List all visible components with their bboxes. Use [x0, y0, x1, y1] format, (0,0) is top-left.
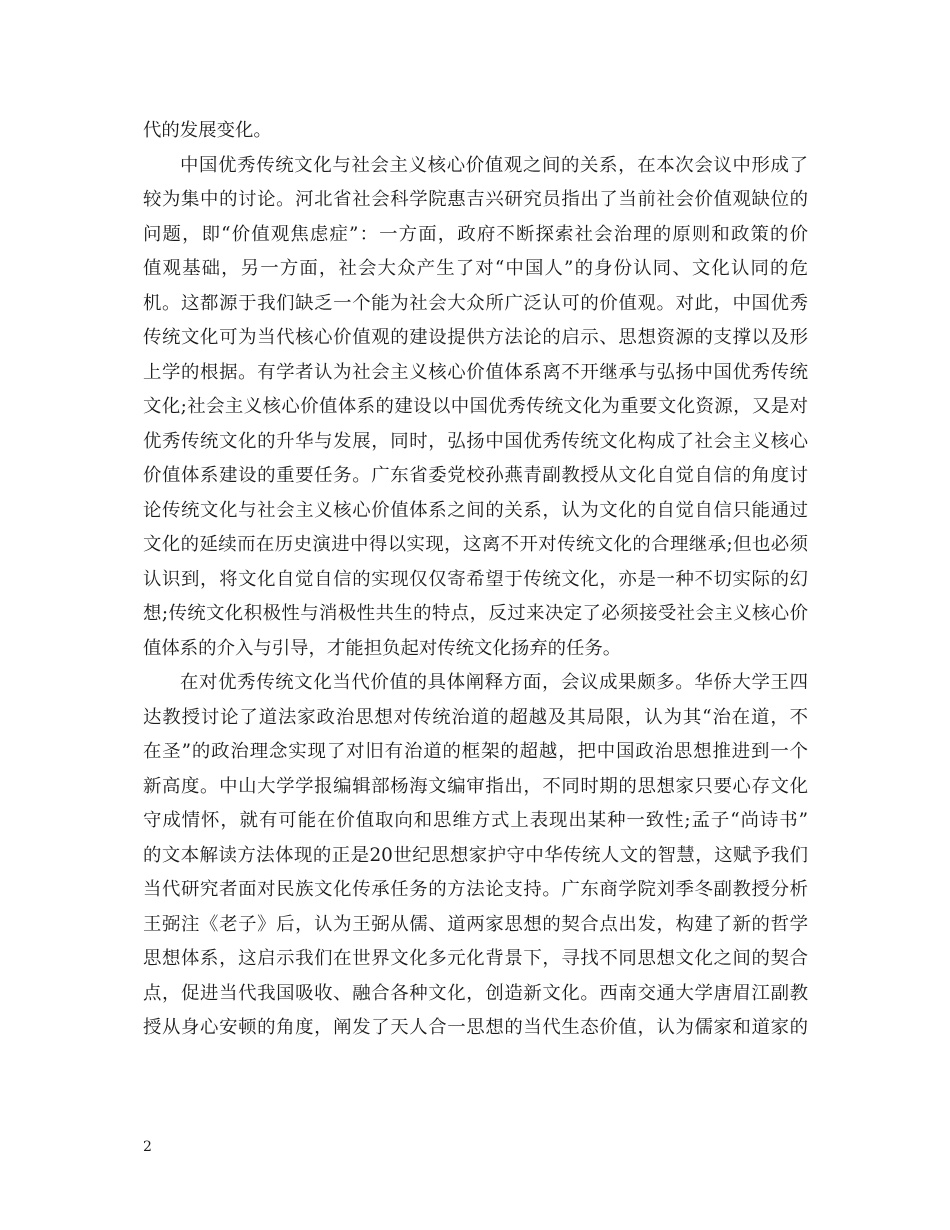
text-line: 在圣”的政治理念实现了对旧有治道的框架的超越，把中国政治思想推进到一个 [143, 741, 808, 762]
page-number: 2 [143, 1139, 152, 1155]
text-line: 达教授讨论了道法家政治思想对传统治道的超越及其局限，认为其“治在道，不 [143, 706, 808, 728]
text-line: 问题，即“价值观焦虑症”：一方面，政府不断探索社会治理的原则和政策的价 [143, 223, 808, 245]
text-line: 论传统文化与社会主义核心价值体系之间的关系，认为文化的自觉自信只能通过 [143, 499, 808, 521]
text-line: 较为集中的讨论。河北省社会科学院惠吉兴研究员指出了当前社会价值观缺位的 [143, 189, 808, 210]
text-line: 文化的延续而在历史演进中得以实现，这离不开对传统文化的合理继承;但也必须 [143, 534, 808, 555]
text-line: 优秀传统文化的升华与发展，同时，弘扬中国优秀传统文化构成了社会主义核心 [143, 430, 808, 452]
text-line: 当代研究者面对民族文化传承任务的方法论支持。广东商学院刘季冬副教授分析 [143, 879, 808, 900]
text-line: 值观基础，另一方面，社会大众产生了对“中国人”的身份认同、文化认同的危 [143, 258, 808, 279]
text-line: 值体系的介入与引导，才能担负起对传统文化扬弃的任务。 [143, 637, 622, 659]
text-line: 上学的根据。有学者认为社会主义核心价值体系离不开继承与弘扬中国优秀传统 [143, 361, 808, 383]
text-line: 的文本解读方法体现的正是20世纪思想家护守中华传统人文的智慧，这赋予我们 [143, 844, 808, 866]
text-line: 授从身心安顿的角度，阐发了天人合一思想的当代生态价值，认为儒家和道家的 [143, 1017, 808, 1038]
text-line: 想;传统文化积极性与消极性共生的特点，反过来决定了必须接受社会主义核心价 [143, 603, 808, 624]
body-text [143, 114, 808, 1046]
text-line: 守成情怀，就有可能在价值取向和思维方式上表现出某种一致性;孟子“尚诗书” [143, 810, 808, 831]
text-line: 新高度。中山大学学报编辑部杨海文编审指出，不同时期的思想家只要心存文化 [143, 775, 808, 797]
text-line: 认识到，将文化自觉自信的实现仅仅寄希望于传统文化，亦是一种不切实际的幻 [143, 568, 808, 590]
text-line: 价值体系建设的重要任务。广东省委党校孙燕青副教授从文化自觉自信的角度讨 [143, 465, 808, 486]
text-line: 点，促进当代我国吸收、融合各种文化，创造新文化。西南交通大学唐眉江副教 [143, 982, 808, 1004]
text-line: 在对优秀传统文化当代价值的具体阐释方面，会议成果颇多。华侨大学王四 [180, 672, 808, 693]
text-line: 机。这都源于我们缺乏一个能为社会大众所广泛认可的价值观。对此，中国优秀 [143, 292, 808, 314]
text-line: 文化;社会主义核心价值体系的建设以中国优秀传统文化为重要文化资源，又是对 [143, 396, 808, 417]
text-line: 思想体系，这启示我们在世界文化多元化背景下，寻找不同思想文化之间的契合 [143, 948, 808, 969]
text-line: 代的发展变化。 [143, 120, 272, 141]
text-line: 传统文化可为当代核心价值观的建设提供方法论的启示、思想资源的支撑以及形 [143, 327, 808, 348]
text-line: 中国优秀传统文化与社会主义核心价值观之间的关系，在本次会议中形成了 [180, 154, 808, 176]
text-line: 王弼注《老子》后，认为王弼从儒、道两家思想的契合点出发，构建了新的哲学 [143, 913, 808, 935]
